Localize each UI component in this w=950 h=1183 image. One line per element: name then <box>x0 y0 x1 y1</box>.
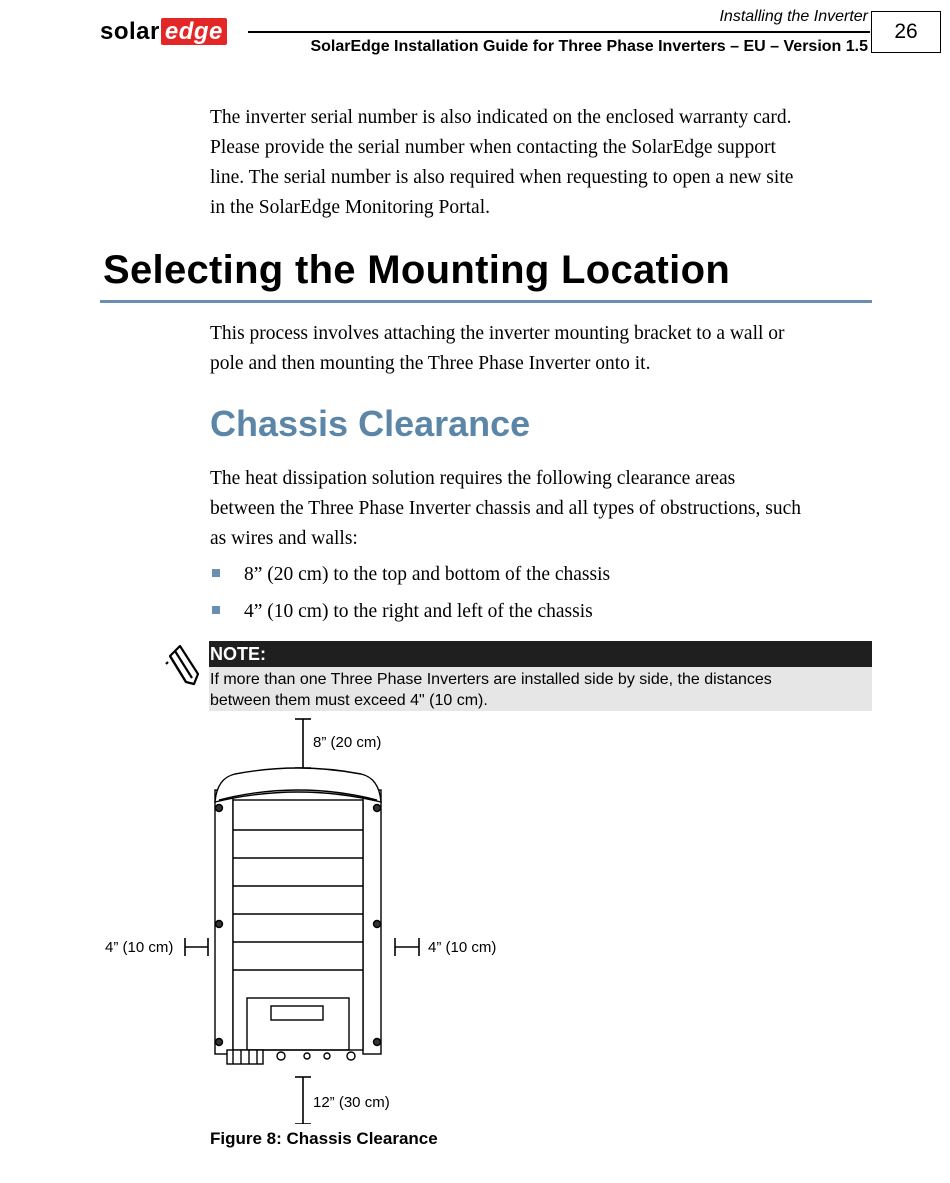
header-guide-title: SolarEdge Installation Guide for Three Phase Inverters – EU – Version 1.5 <box>310 38 868 55</box>
header-rule <box>248 31 870 33</box>
subsection-paragraph <box>210 464 875 554</box>
figure-caption: Figure 8: Chassis Clearance <box>210 1129 438 1148</box>
top-clearance-marker <box>295 719 311 768</box>
chassis-clearance-figure <box>95 712 515 1124</box>
list-item-text: 4” (10 cm) to the right and left of the chassis <box>244 601 593 622</box>
list-item-text: 8” (20 cm) to the top and bottom of the chassis <box>244 564 611 585</box>
list-item <box>210 560 610 597</box>
page-number: 26 <box>871 11 941 53</box>
subsection-line: between the Three Phase Inverter chassis and all types of obstructions, such <box>210 498 801 519</box>
section-heading: Selecting the Mounting Location <box>103 248 731 292</box>
right-clearance-marker <box>395 938 419 956</box>
top-clearance-label: 8” (20 cm) <box>313 734 382 751</box>
subsection-line: as wires and walls: <box>210 528 358 549</box>
inverter-drawing <box>215 768 381 1064</box>
clearance-list <box>210 560 610 634</box>
intro-paragraph <box>210 103 875 223</box>
right-clearance-label: 4” (10 cm) <box>428 939 497 956</box>
note-line: If more than one Three Phase Inverters are installed side by side, the distances <box>210 671 772 688</box>
intro-line: Please provide the serial number when contacting the SolarEdge support <box>210 137 776 158</box>
note-line: between them must exceed 4" (10 cm). <box>210 692 488 709</box>
header-section-title: Installing the Inverter <box>719 8 868 25</box>
bullet-square-icon <box>212 606 220 614</box>
left-clearance-label: 4” (10 cm) <box>105 939 174 956</box>
section-line: pole and then mounting the Three Phase Inverter onto it. <box>210 353 651 374</box>
list-item <box>210 597 610 634</box>
subsection-line: The heat dissipation solution requires the following clearance areas <box>210 468 736 489</box>
note-body <box>209 667 872 711</box>
bottom-clearance-label: 12” (30 cm) <box>313 1094 390 1111</box>
left-clearance-marker <box>185 938 208 956</box>
intro-line: in the SolarEdge Monitoring Portal. <box>210 197 491 218</box>
section-heading-rule <box>100 300 872 303</box>
logo-edge-text: edge <box>161 18 227 45</box>
intro-line: line. The serial number is also required when requesting to open a new site <box>210 167 794 188</box>
section-line: This process involves attaching the inverter mounting bracket to a wall or <box>210 323 785 344</box>
pencil-note-icon <box>164 640 202 688</box>
note-heading: NOTE: <box>209 641 872 667</box>
bullet-square-icon <box>212 569 220 577</box>
subsection-heading: Chassis Clearance <box>210 403 531 444</box>
section-paragraph <box>210 319 875 379</box>
intro-line: The inverter serial number is also indicated on the enclosed warranty card. <box>210 107 792 128</box>
logo-solar-text: solar <box>100 18 160 45</box>
solaredge-logo <box>100 18 227 46</box>
bottom-clearance-marker <box>295 1077 311 1124</box>
